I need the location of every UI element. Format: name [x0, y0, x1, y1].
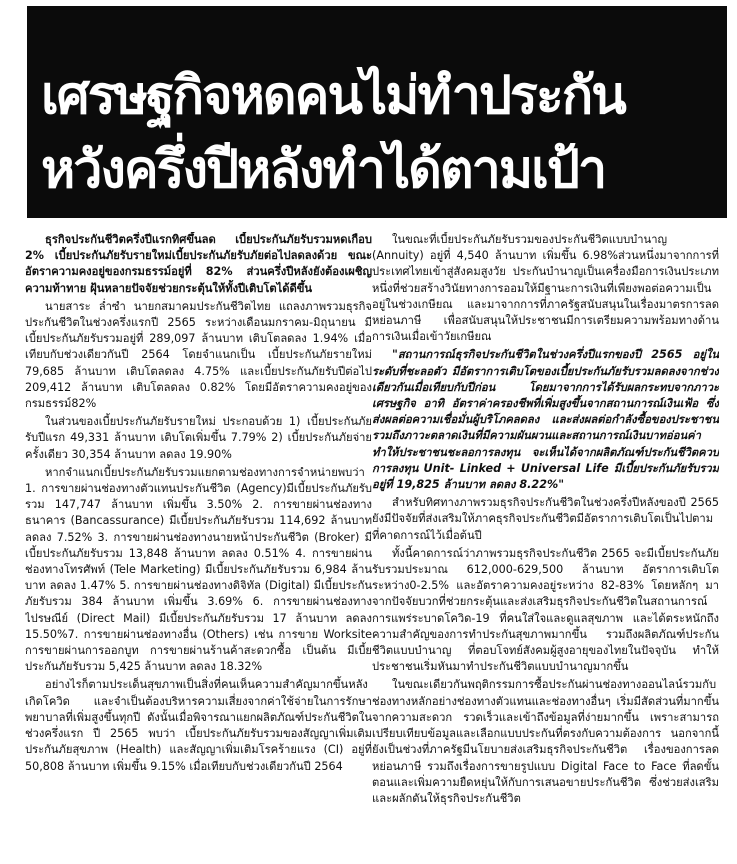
article-paragraph: ในขณะเดียวกันพฤติกรรมการซื้อประกันผ่านช่องทางออนไลน์รวมกับ ช่องทางหลักอย่างช่องทางตัวแทนและช่องทางอื่นๆ เริ่มมีสัดส่วนที่มากขึ้น จากความสะดวก รวดเร็วและเข้าถึงข้อมูลที่ง่ายมากขึ้น เพราะสามารถเปรียบเทียบข้อมูลและเลือกแบบประกันที่ตรงกับความต้องการ นอกจากนี้ยังเป็นช่วงที่ภาครัฐมีนโยบายส่งเสริมธุรกิจประกันชีวิต เรื่องของการลดหย่อนภาษี รวมถึงเรื่องการขายรูปแบบ Digital Face to Face ที่ลดขั้นตอนและเพิ่มความยืดหยุ่นให้กับการเสนอขายประกันชีวิต ซึ่งช่วยส่งเสริมและผลักดันให้ธุรกิจประกันชีวิต	[372, 678, 719, 805]
article-paragraph: ในส่วนของเบี้ยประกันภัยรับรายใหม่ ประกอบด้วย 1) เบี้ยประกันภัยรับปีแรก 49,331 ล้านบาท เติบโตเพิ่มขึ้น 7.79% 2) เบี้ยประกันภัยจ่ายครั้งเดียว 30,354 ล้านบาท ลดลง 19.90%	[25, 415, 372, 461]
headline-line-1: เศรษฐกิจหดคนไม่ทำประกัน	[41, 66, 625, 126]
article-paragraph: ในขณะที่เบี้ยประกันภัยรับรวมของประกันชีวิตแบบบำนาญ (Annuity) อยู่ที่ 4,540 ล้านบาท เพิ่มขึ้น 6.98%ส่วนหนึ่งมาจากการที่ประเทศไทยเข้าสู่สังคมสูงวัย ประกันบำนาญเป็นเครื่องมือการเงินประเภทหนึ่งที่ช่วยสร้างวินัยทางการออมให้มีฐานะการเงินที่เพียงพอต่อความเป็นอยู่ในช่วงเกษียณ และมาจากการที่ภาครัฐสนับสนุนในเรื่องมาตรการลดหย่อนภาษี เพื่อสนับสนุนให้ประชาชนมีการเตรียมความพร้อมทางด้านการเงินเมื่อเข้าวัยเกษียณ	[372, 233, 719, 344]
article-lead-paragraph: ธุรกิจประกันชีวิตครึ่งปีแรกทิศขึ้นลด เบี้ยประกันภัยรับรวมหดเกือบ 2% เบี้ยประกันภัยรับรายใหม่เบี้ยประกันภัยรับภัยต่อไปลดลงด้วย ขณะอัตราความคงอยู่ของกรมธรรม์อยู่ที่ 82% ส่วนครึ่งปีหลังยังต้องเผชิญความท้าทาย ฝุ้นหลายปัจจัยช่วยกระตุ้นให้ทั้งปีเติบโตได้ดีขึ้น	[25, 233, 372, 295]
article-left-column	[25, 232, 372, 860]
headline-line-2: หวังครึ่งปีหลังทำได้ตามเป้า	[41, 140, 606, 200]
headline-banner	[27, 6, 727, 218]
article-paragraph: สำหรับทิศทางภาพรวมธุรกิจประกันชีวิตในช่วงครึ่งปีหลังของปี 2565 ยังมีปัจจัยที่ส่งเสริมให้ภาคธุรกิจประกันชีวิตมีอัตราการเติบโตเป็นไปตามที่คาดการณ์ไว้เมื่อต้นปี	[372, 496, 719, 542]
article-paragraph: ทั้งนี้คาดการณ์ว่าภาพรวมธุรกิจประกันชีวิต 2565 จะมีเบี้ยประกันภัยรับรวมประมาณ 612,000-629,500 ล้านบาท อัตราการเติบโตระหว่าง0-2.5% และอัตราความคงอยู่ระหว่าง 82-83% โดยหลักๆ มาจากปัจจัยบวกที่ช่วยกระตุ้นและส่งเสริมธุรกิจประกันชีวิตในสถานการณ์การแพร่ระบาดโควิด-19 ที่คนใส่ใจและดูแลสุขภาพ และได้ตระหนักถึงความสำคัญของการทำประกันสุขภาพมากขึ้น รวมถึงผลิตภัณฑ์ประกันชีวิตแบบบำนาญ ที่ตอบโจทย์สังคมผู้สูงอายุของไทยในปัจจุบัน ทำให้ประชาชนเริ่มหันมาทำประกันชีวิตแบบบำนาญมากขึ้น	[372, 546, 719, 674]
article-right-column	[372, 232, 719, 860]
article-paragraph: หากจำแนกเบี้ยประกันภัยรับรวมแยกตามช่องทางการจำหน่ายพบว่า 1. การขายผ่านช่องทางตัวแทนประกันชีวิต (Agency)มีเบี้ยประกันภัยรับรวม 147,747 ล้านบาท เพิ่มขึ้น 3.50% 2. การขายผ่านช่องทางธนาคาร (Bancassurance) มีเบี้ยประกันภัยรับรวม 114,692 ล้านบาท ลดลง 7.52% 3. การขายผ่านช่องทางนายหน้าประกันชีวิต (Broker) มีเบี้ยประกันภัยรับรวม 13,848 ล้านบาท ลดลง 0.51% 4. การขายผ่านช่องทางโทรศัพท์ (Tele Marketing) มีเบี้ยประกันภัยรับรวม 6,984 ล้านบาท ลดลง 1.47% 5. การขายผ่านช่องทางดิจิทัล (Digital) มีเบี้ยประกันภัยรับรวม 384 ล้านบาท เพิ่มขึ้น 3.69% 6. การขายผ่านช่องทางไปรษณีย์ (Direct Mail) มีเบี้ยประกันภัยรับรวม 17 ล้านบาท ลดลง 15.50%7. การขายผ่านช่องทางอื่น (Others) เช่น การขาย Worksite การขายผ่านการออกบูท การขายผ่านร้านค้าสะดวกซื้อ เป็นต้น มีเบี้ยประกันภัยรับรวม 5,425 ล้านบาท ลดลง 18.32%	[25, 465, 372, 674]
article-quote: "สถานการณ์ธุรกิจประกันชีวิตในช่วงครึ่งปีแรกของปี 2565 อยู่ในระดับที่ชะลอตัว มีอัตราการเติบโตของเบี้ยประกันภัยรับรวมลดลงจากช่วงเดียวกันเมื่อเทียบกับปีก่อน โดยมาจากการได้รับผลกระทบจากภาวะเศรษฐกิจ อาทิ อัตราค่าครองชีพที่เพิ่มสูงขึ้นจากสถานการณ์เงินเฟ้อ ซึ่งส่งผลต่อความเชื่อมั่นผู้บริโภคลดลง และส่งผลต่อกำลังซื้อของประชาชน รวมถึงภาวะตลาดเงินที่มีความผันผวนและสถานการณ์เงินบาทอ่อนค่า ทำให้ประชาชนชะลอการลงทุน จะเห็นได้จากผลิตภัณฑ์ประกันชีวิตควบการลงทุน Unit- Linked + Universal Life มีเบี้ยประกันภัยรับรวมอยู่ที่ 19,825 ล้านบาท ลดลง 8.22%"	[372, 348, 719, 492]
article-paragraph: อย่างไรก็ตามประเด็นสุขภาพเป็นสิ่งที่คนเห็นความสำคัญมากขึ้นหลังเกิดโควิด และจำเป็นต้องบริหารความเสี่ยงจากค่าใช้จ่ายในการรักษาพยาบาลที่เพิ่มสูงขึ้นทุกปี ดังนั้นเมื่อพิจารณาแยกผลิตภัณฑ์ประกันชีวิตในช่วงครึ่งแรก ปี 2565 พบว่า เบี้ยประกันภัยรับรวมของสัญญาเพิ่มเติมประกันภัยสุขภาพ (Health) และสัญญาเพิ่มเติมโรคร้ายแรง (CI) อยู่ที่ 50,808 ล้านบาท เพิ่มขึ้น 9.15% เมื่อเทียบกับช่วงเดียวกันปี 2564	[25, 678, 372, 773]
article-paragraph: นายสาระ ล่ำซำ นายกสมาคมประกันชีวิตไทย แถลงภาพรวมธุรกิจประกันชีวิตในช่วงครึ่งแรกปี 2565 ระหว่างเดือนมกราคม-มิถุนายน มีเบี้ยประกันภัยรับรวมอยู่ที่ 289,097 ล้านบาท เติบโตลดลง 1.94% เมื่อเทียบกับช่วงเดียวกันปี 2564 โดยจำแนกเป็น เบี้ยประกันภัยรายใหม่ 79,685 ล้านบาท เติบโตลดลง 4.75% และเบี้ยประกันภัยรับปีต่อไป 209,412 ล้านบาท เติบโตลดลง 0.82% โดยมีอัตราความคงอยู่ของกรมธรรม์82%	[25, 299, 372, 411]
